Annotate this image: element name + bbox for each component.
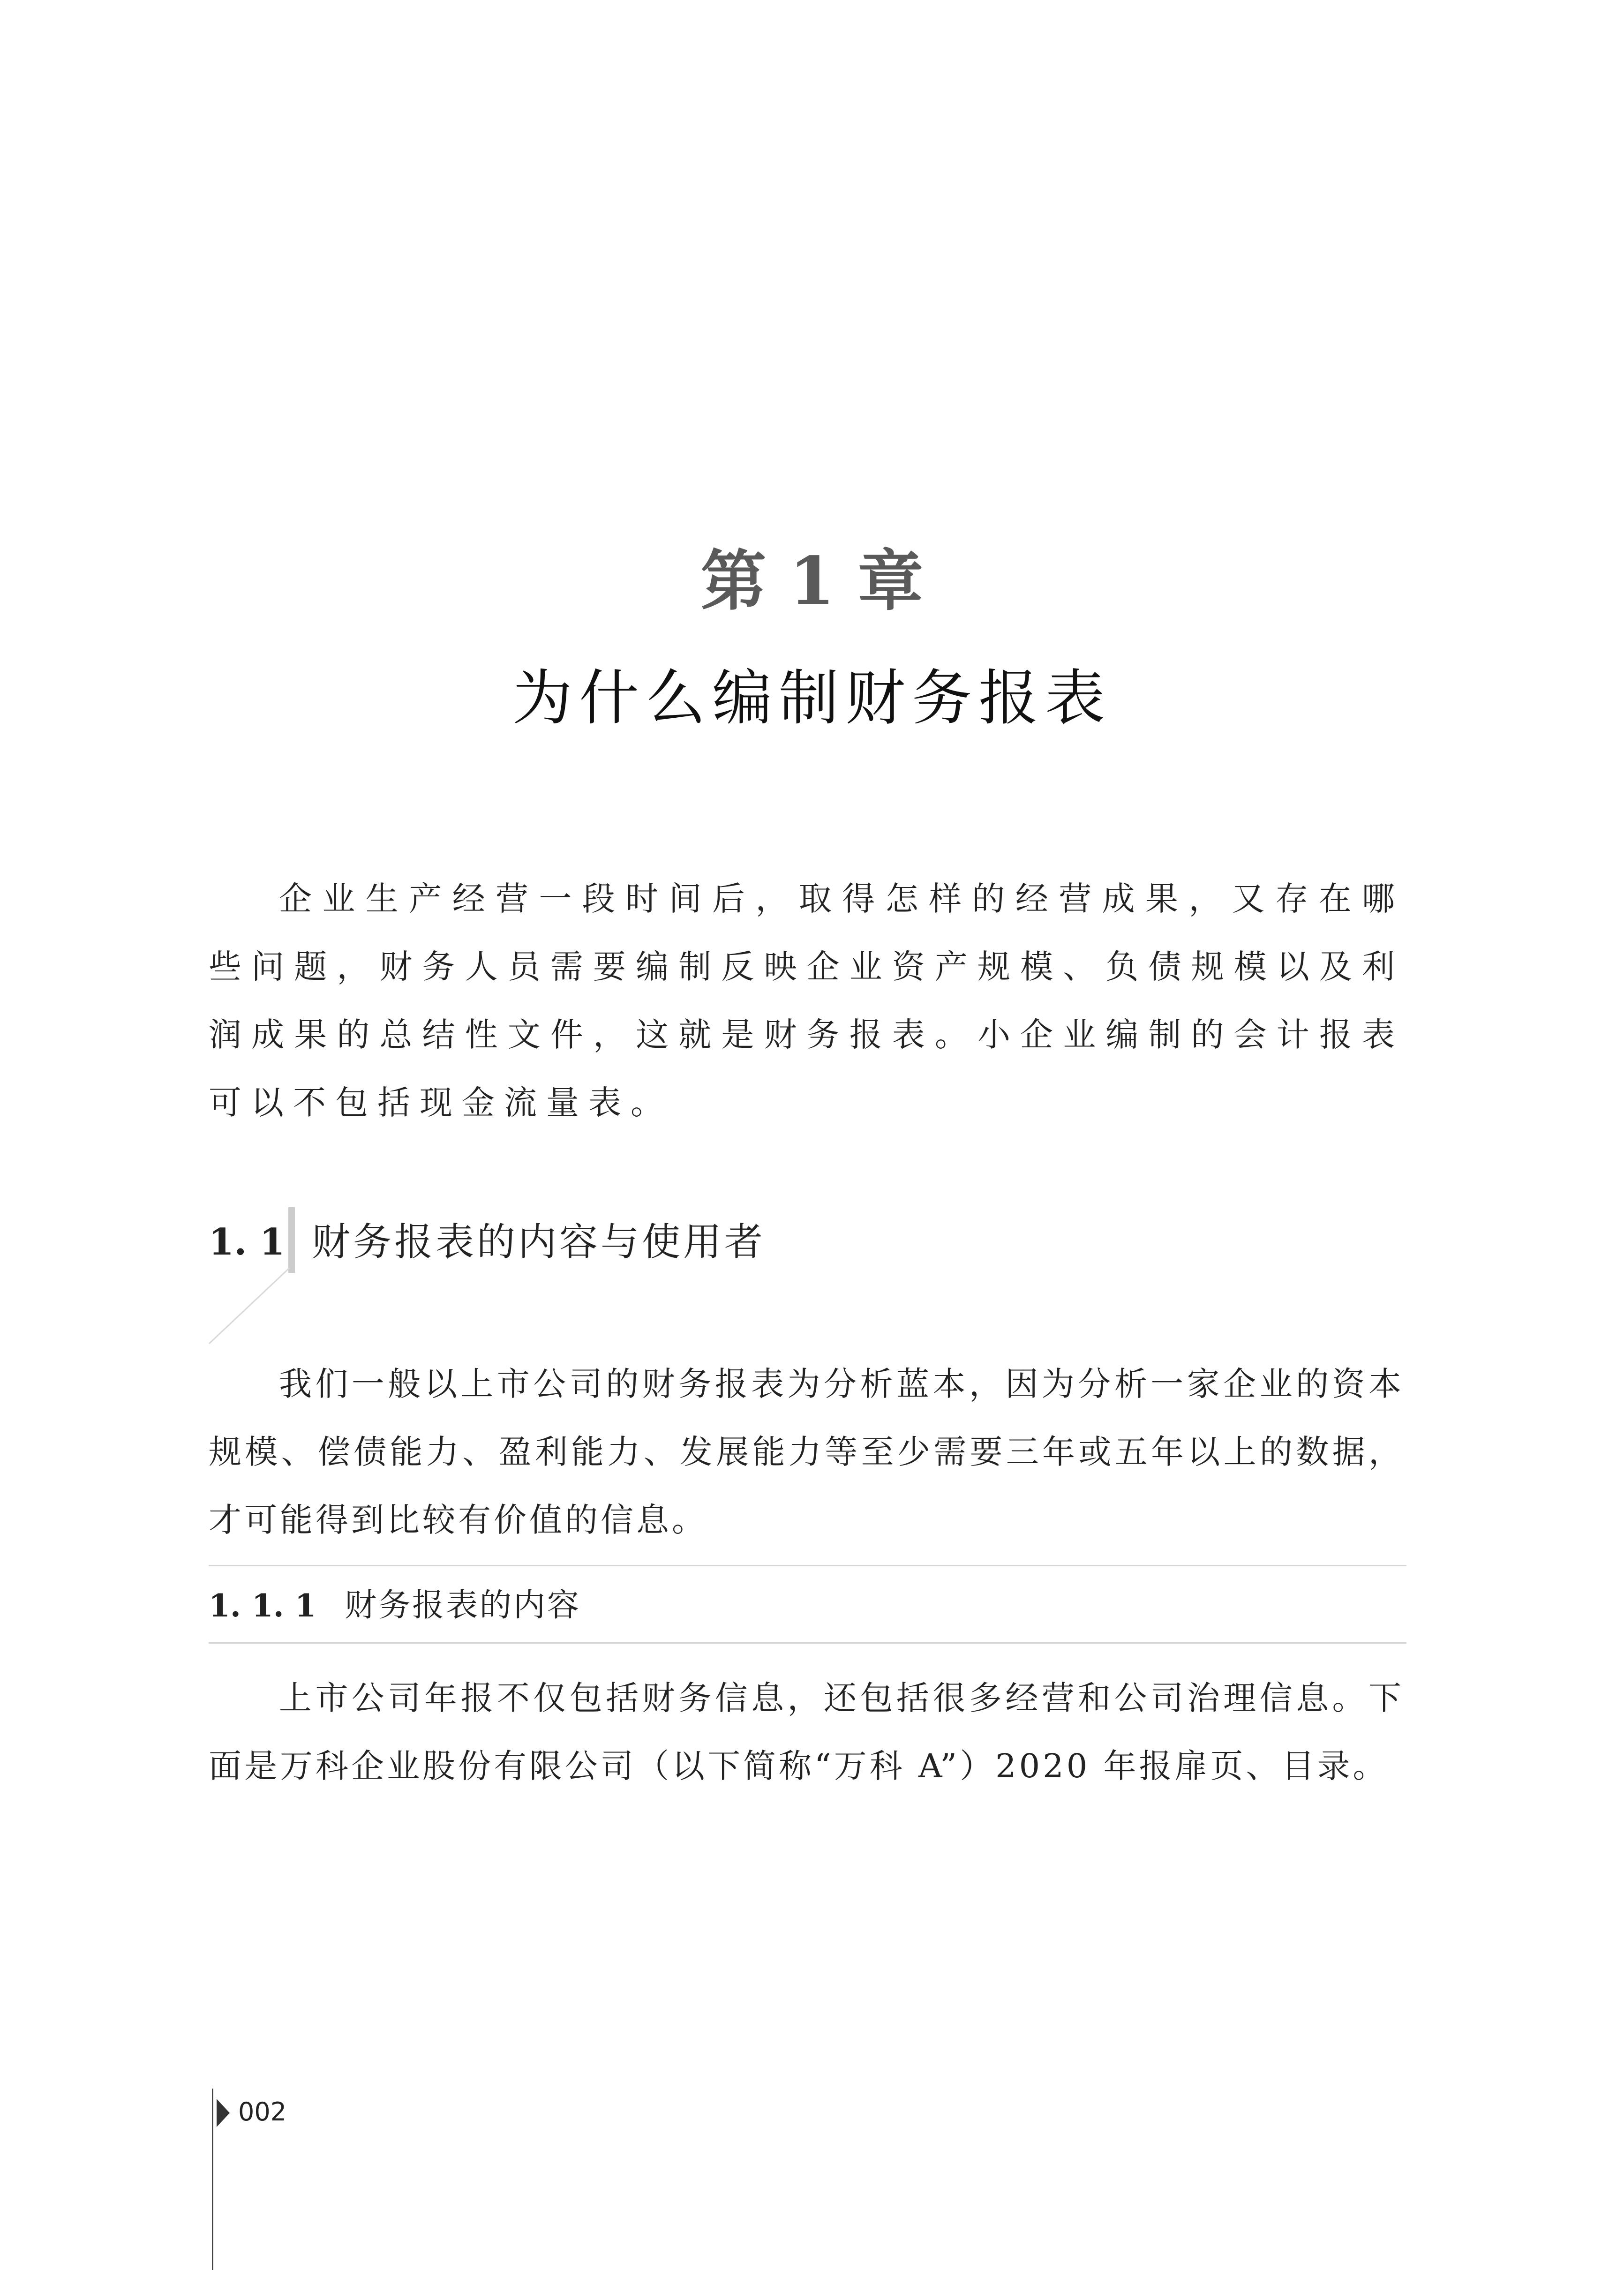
subsection-rule-top bbox=[209, 1565, 1406, 1566]
subsection-title: 财务报表的内容 bbox=[345, 1587, 581, 1624]
section-number: 1. 1 bbox=[209, 1221, 285, 1263]
chapter-number: 第 1 章 bbox=[700, 543, 924, 620]
section-divider-bar bbox=[288, 1207, 295, 1273]
subsection-number: 1. 1. 1 bbox=[209, 1587, 316, 1624]
chapter-title: 为什么编制财务报表 bbox=[512, 663, 1112, 733]
page-marker-arrow-icon bbox=[217, 2099, 230, 2127]
section-decoration-line bbox=[206, 1266, 295, 1345]
margin-rule bbox=[212, 2089, 213, 2270]
subsection-rule-bottom bbox=[209, 1642, 1406, 1644]
subsection-paragraph: 上市公司年报不仅包括财务信息，还包括很多经营和公司治理信息。下面是万科企业股份有限公司（以下简称“万科 A”）2020 年报扉页、目录。 bbox=[209, 1679, 1404, 1785]
section-title: 财务报表的内容与使用者 bbox=[312, 1220, 766, 1264]
intro-paragraph: 企业生产经营一段时间后，取得怎样的经营成果，又存在哪些问题，财务人员需要编制反映企业资产规模、负债规模以及利润成果的总结性文件，这就是财务报表。小企业编制的会计报表可以不包括现金流量表。 bbox=[209, 879, 1404, 1122]
section-paragraph: 我们一般以上市公司的财务报表为分析蓝本，因为分析一家企业的资本规模、偿债能力、盈利能力、发展能力等至少需要三年或五年以上的数据，才可能得到比较有价值的信息。 bbox=[209, 1365, 1404, 1539]
page-number: 002 bbox=[238, 2097, 287, 2127]
